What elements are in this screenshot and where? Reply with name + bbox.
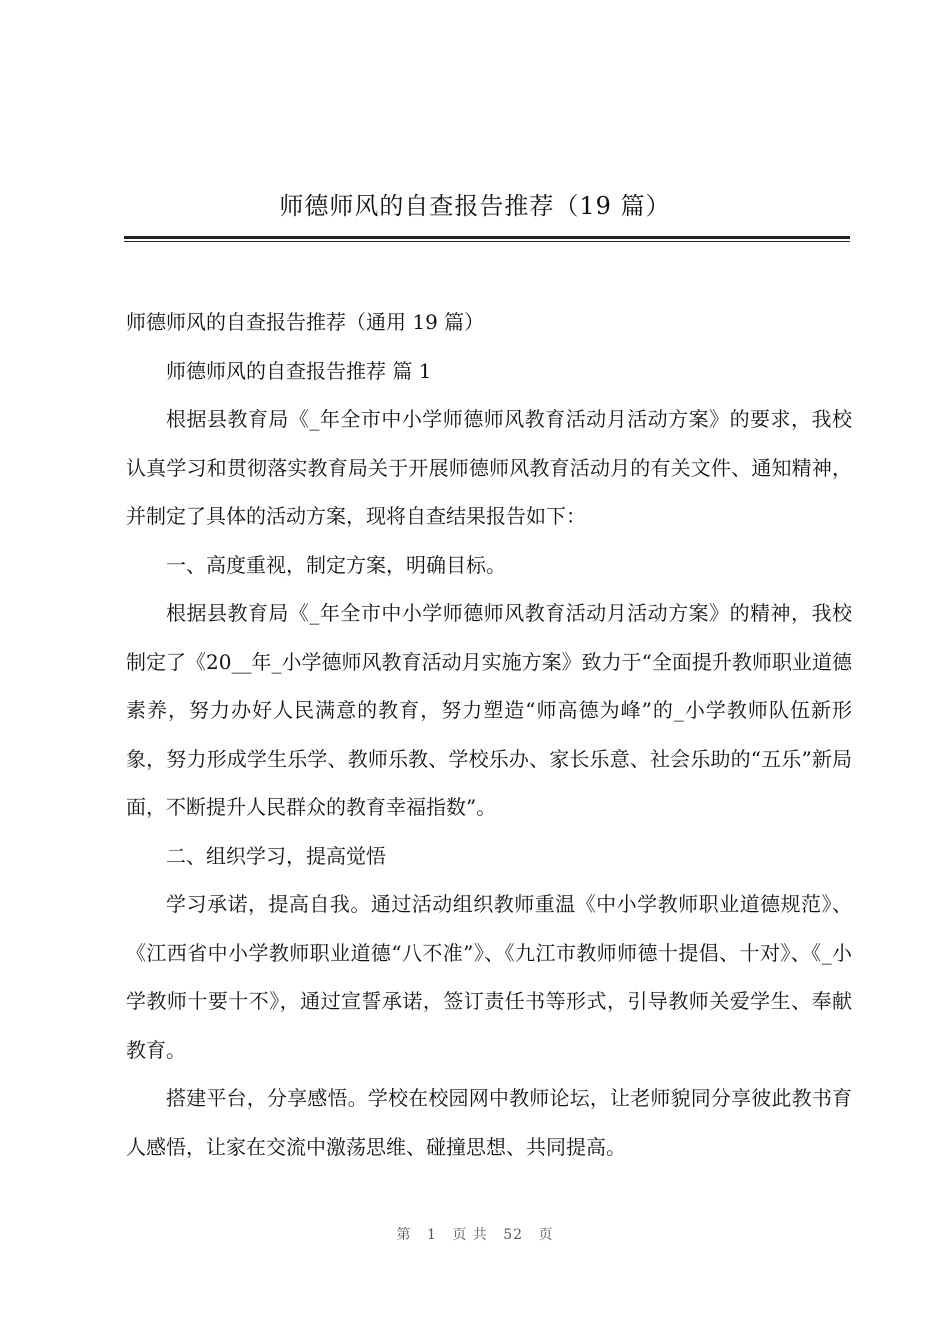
paragraph-4: 二、组织学习，提高觉悟 xyxy=(166,843,386,868)
footer-total-pages: 52 xyxy=(503,1227,524,1243)
footer-label-end: 页 xyxy=(538,1227,554,1243)
footer-label-page: 第 xyxy=(396,1227,412,1243)
footer-label-of: 页 共 xyxy=(452,1227,488,1243)
title-rule-thick xyxy=(124,236,850,239)
document-body xyxy=(126,298,852,1171)
paragraph-5: 学习承诺，提高自我。通过活动组织教师重温《中小学教师职业道德规范》、《江西省中小学教师职业道德“八不准”》、《九江市教师师德十提倡、十对》、《_小学教师十要十不》，通过宣誓承诺，签订责任书等形式，引导教师关爱学生、奉献教育。 xyxy=(126,892,852,1062)
section-heading: 师德师风的自查报告推荐 篇 1 xyxy=(166,358,432,383)
paragraph-1: 根据县教育局《_年全市中小学师德师风教育活动月活动方案》的要求，我校认真学习和贯彻落实教育局关于开展师德师风教育活动月的有关文件、通知精神，并制定了具体的活动方案，现将自查结果报告如下： xyxy=(126,407,852,528)
footer-current-page: 1 xyxy=(426,1227,437,1243)
title-rule-thin xyxy=(124,241,850,242)
paragraph-3: 根据县教育局《_年全市中小学师德师风教育活动月活动方案》的精神，我校制定了《20__年_小学德师风教育活动月实施方案》致力于“全面提升教师职业道德素养，努力办好人民满意的教育，努力塑造“师高德为峰”的_小学教师队伍新形象，努力形成学生乐学、教师乐教、学校乐办、家长乐意、社会乐助的“五乐”新局面，不断提升人民群众的教育幸福指数”。 xyxy=(126,601,852,819)
paragraph-2: 一、高度重视，制定方案，明确目标。 xyxy=(166,552,506,577)
paragraph-6: 搭建平台，分享感悟。学校在校园网中教师论坛，让老师貌同分享彼此教书育人感悟，让家在交流中激荡思维、碰撞思想、共同提高。 xyxy=(126,1086,852,1159)
document-subtitle: 师德师风的自查报告推荐（通用 19 篇） xyxy=(126,310,485,334)
page-footer xyxy=(0,1224,950,1244)
page-title: 师德师风的自查报告推荐（19 篇） xyxy=(279,192,671,220)
